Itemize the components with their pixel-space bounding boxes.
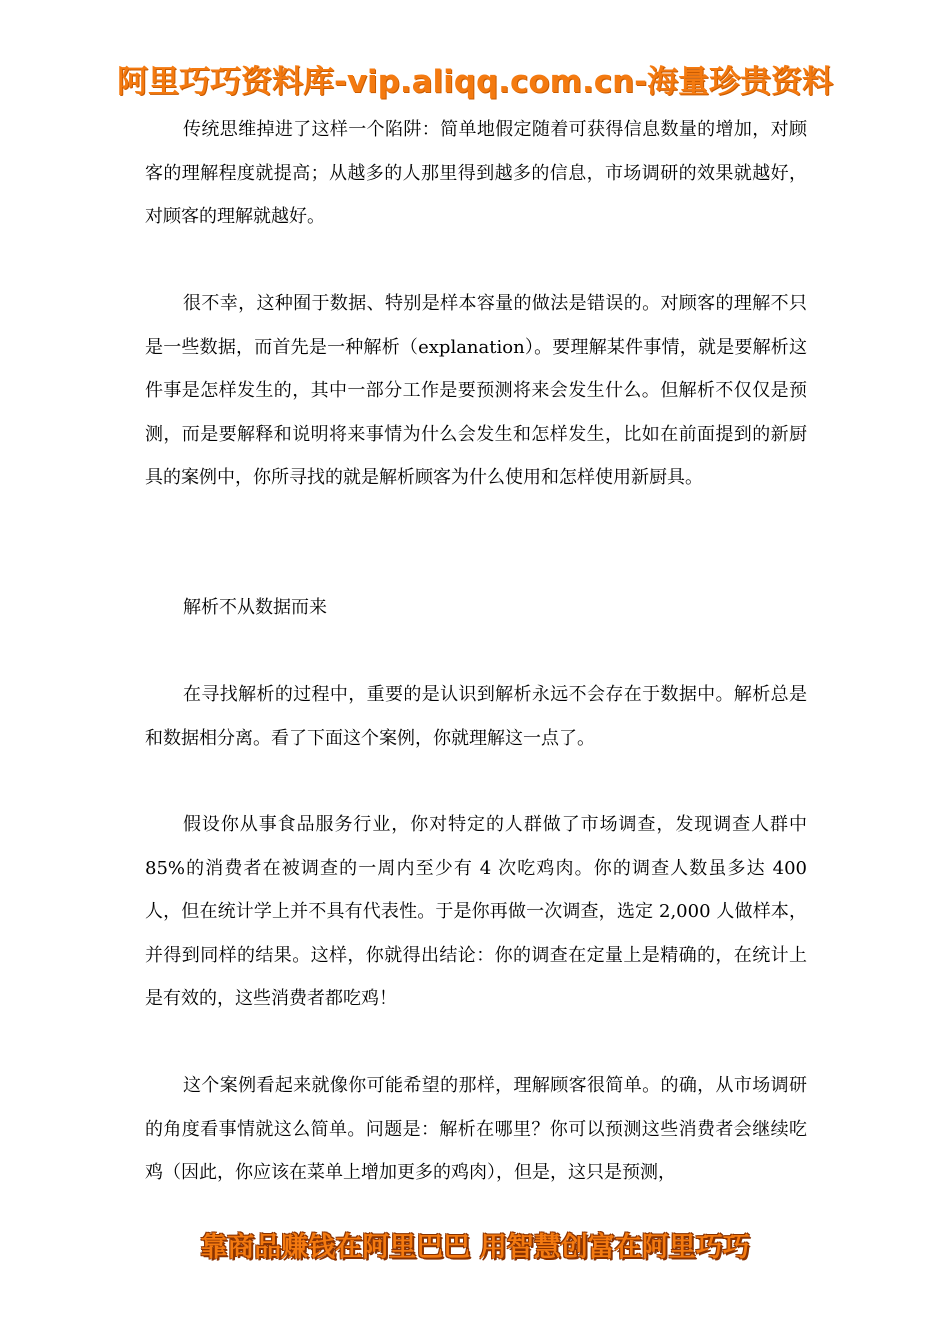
paragraph-1: 传统思维掉进了这样一个陷阱：简单地假定随着可获得信息数量的增加，对顾客的理解程度就提高；从越多的人那里得到越多的信息，市场调研的效果就越好，对顾客的理解就越好。	[145, 119, 807, 228]
header-banner: 阿里巧巧资料库-vip.aliqq.com.cn-海量珍贵资料	[116, 64, 834, 100]
section-heading: 解析不从数据而来	[183, 597, 327, 618]
paragraph-3: 在寻找解析的过程中，重要的是认识到解析永远不会存在于数据中。解析总是和数据相分离。看了下面这个案例，你就理解这一点了。	[145, 684, 807, 749]
footer-banner: 靠商品赚钱在阿里巴巴 用智慧创富在阿里巧巧	[200, 1232, 750, 1263]
paragraph-5: 这个案例看起来就像你可能希望的那样，理解顾客很简单。的确，从市场调研的角度看事情就这么简单。问题是：解析在哪里？你可以预测这些消费者会继续吃鸡（因此，你应该在菜单上增加更多的鸡肉），但是，这只是预测，	[145, 1075, 807, 1184]
paragraph-2: 很不幸，这种囿于数据、特别是样本容量的做法是错误的。对顾客的理解不只是一些数据，而首先是一种解析（explanation）。要理解某件事情，就是要解析这件事是怎样发生的，其中一部分工作是要预测将来会发生什么。但解析不仅仅是预测，而是要解释和说明将来事情为什么会发生和怎样发生，比如在前面提到的新厨具的案例中，你所寻找的就是解析顾客为什么使用和怎样使用新厨具。	[145, 293, 807, 489]
paragraph-4: 假设你从事食品服务行业，你对特定的人群做了市场调查，发现调查人群中 85%的消费者在被调查的一周内至少有 4 次吃鸡肉。你的调查人数虽多达 400 人，但在统计学上并不具有代表性。于是你再做一次调查，选定 2,000 人做样本，并得到同样的结果。这样，你就得出结论：你的调查在定量上是精确的，在统计上是有效的，这些消费者都吃鸡！	[145, 814, 807, 1010]
